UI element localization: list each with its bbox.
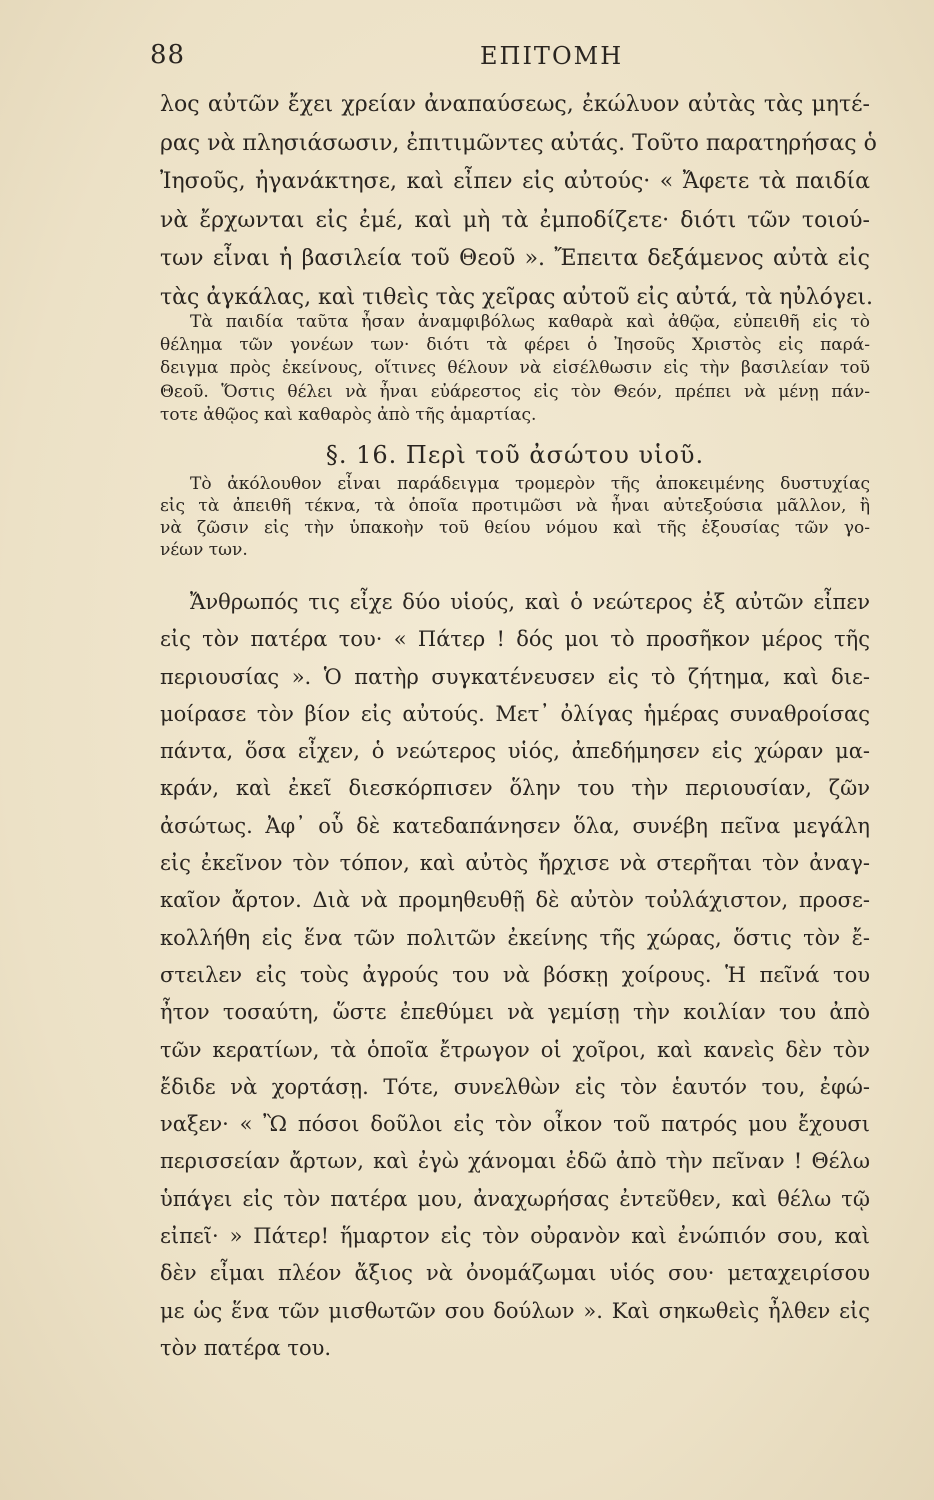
page-header xyxy=(150,40,870,80)
paragraph-1 xyxy=(160,86,877,317)
text-line: Τὰ παιδία ταῦτα ἦσαν ἀναμφιβόλως καθαρὰ καὶ ἀθῷα, εὐπειθῆ εἰς τὸ xyxy=(190,312,870,332)
text-line: ναξεν· « Ὢ πόσοι δοῦλοι εἰς τὸν οἶκον τοῦ πατρός μου ἔχουσι xyxy=(160,1112,870,1137)
paragraph-2-commentary xyxy=(160,311,870,427)
text-line: νὰ ἔρχωνται εἰς ἐμέ, καὶ μὴ τὰ ἐμποδίζετε· διότι τῶν τοιού- xyxy=(160,207,870,233)
text-line: Ἰησοῦς, ἠγανάκτησε, καὶ εἶπεν εἰς αὐτούς· « Ἄφετε τὰ παιδία xyxy=(160,169,870,194)
text-line: Ἄνθρωπός τις εἶχε δύο υἱούς, καὶ ὁ νεώτερος ἐξ αὐτῶν εἶπεν xyxy=(190,590,870,614)
text-line: τὰς ἀγκάλας, καὶ τιθεὶς τὰς χεῖρας αὐτοῦ εἰς αὐτά, τὰ ηὐλόγει. xyxy=(160,284,873,310)
page-number: 88 xyxy=(150,40,186,70)
text-line: εἰς τὰ ἀπειθῆ τέκνα, τὰ ὁποῖα προτιμῶσι νὰ ἦναι αὐτεξούσια μᾶλλον, ἢ xyxy=(160,496,870,516)
text-line: δὲν εἶμαι πλέον ἄξιος νὰ ὀνομάζωμαι υἱός σου· μεταχειρίσου xyxy=(160,1261,870,1286)
text-line: εἰς τὸν πατέρα του· « Πάτερ ! δός μοι τὸ προσῆκον μέρος τῆς xyxy=(160,627,870,652)
text-line: ὑπάγει εἰς τὸν πατέρα μου, ἀναχωρήσας ἐντεῦθεν, καὶ θέλω τῷ xyxy=(160,1186,870,1211)
paragraph-3-intro xyxy=(160,473,870,561)
text-line: νέων των. xyxy=(160,540,248,560)
text-line: των εἶναι ἡ βασιλεία τοῦ Θεοῦ ». Ἔπειτα δεξάμενος αὐτὰ εἰς xyxy=(160,246,870,271)
text-line: θέλημα τῶν γονέων των· διότι τὰ φέρει ὁ Ἰησοῦς Χριστὸς εἰς παρά- xyxy=(160,335,870,356)
text-line: δειγμα πρὸς ἐκείνους, οἵτινες θέλουν νὰ εἰσέλθωσιν εἰς τὴν βασιλείαν τοῦ xyxy=(160,358,870,379)
text-line: μοίρασε τὸν βίον εἰς αὐτούς. Μετ᾿ ὀλίγας ἡμέρας συναθροίσας xyxy=(160,701,870,726)
text-line: τὸν πατέρα του. xyxy=(160,1335,332,1360)
text-line: κράν, καὶ ἐκεῖ διεσκόρπισεν ὅλην του τὴν περιουσίαν, ζῶν xyxy=(160,776,870,801)
text-line: νὰ ζῶσιν εἰς τὴν ὑπακοὴν τοῦ θείου νόμου καὶ τῆς ἐξουσίας τῶν γο- xyxy=(160,518,870,538)
text-line: ἔδιδε νὰ χορτάσῃ. Τότε, συνελθὼν εἰς τὸν ἑαυτόν του, ἐφώ- xyxy=(160,1074,870,1099)
text-line: τῶν κερατίων, τὰ ὁποῖα ἔτρωγον οἱ χοῖροι, καὶ κανεὶς δὲν τὸν xyxy=(160,1037,870,1062)
section-heading: §. 16. Περὶ τοῦ ἀσώτου υἱοῦ. xyxy=(325,441,705,469)
text-line: Τὸ ἀκόλουθον εἶναι παράδειγμα τρομερὸν τῆς ἀποκειμένης δυστυχίας xyxy=(190,474,870,494)
text-line: Θεοῦ. Ὅστις θέλει νὰ ἦναι εὐάρεστος εἰς τὸν Θεόν, πρέπει νὰ μένῃ πάν- xyxy=(160,381,870,402)
text-line: ρας νὰ πλησιάσωσιν, ἐπιτιμῶντες αὐτάς. Τοῦτο παρατηρήσας ὁ xyxy=(160,130,877,156)
text-line: στειλεν εἰς τοὺς ἀγρούς του νὰ βόσκῃ χοίρους. Ἡ πεῖνά του xyxy=(160,962,870,987)
text-line: περισσείαν ἄρτων, καὶ ἐγὼ χάνομαι ἐδῶ ἀπὸ τὴν πεῖναν ! Θέλω xyxy=(160,1149,870,1174)
text-line: ἦτον τοσαύτη, ὥστε ἐπεθύμει νὰ γεμίσῃ τὴν κοιλίαν του ἀπὸ xyxy=(160,1000,870,1025)
text-line: καῖον ἄρτον. Διὰ νὰ προμηθευθῇ δὲ αὐτὸν τοὐλάχιστον, προσε- xyxy=(160,888,870,913)
text-line: περιουσίας ». Ὁ πατὴρ συγκατένευσεν εἰς τὸ ζήτημα, καὶ διε- xyxy=(160,664,870,689)
running-title: ΕΠΙΤΟΜΗ xyxy=(480,42,624,70)
text-line: τοτε ἀθῷος καὶ καθαρὸς ἀπὸ τῆς ἁμαρτίας. xyxy=(160,404,537,425)
text-line: λος αὐτῶν ἔχει χρείαν ἀναπαύσεως, ἐκώλυον αὐτὰς τὰς μητέ- xyxy=(160,92,870,117)
text-line: πάντα, ὅσα εἶχεν, ὁ νεώτερος υἱός, ἀπεδήμησεν εἰς χώραν μα- xyxy=(160,739,870,764)
text-line: ἀσώτως. Ἀφ᾿ οὗ δὲ κατεδαπάνησεν ὅλα, συνέβη πεῖνα μεγάλη xyxy=(160,813,870,838)
text-line: με ὡς ἕνα τῶν μισθωτῶν σου δούλων ». Καὶ σηκωθεὶς ἦλθεν εἰς xyxy=(160,1298,870,1323)
paragraph-4-parable xyxy=(160,584,870,1367)
text-line: εἰς ἐκεῖνον τὸν τόπον, καὶ αὐτὸς ἤρχισε νὰ στερῆται τὸν ἀναγ- xyxy=(160,851,870,876)
text-line: εἰπεῖ· » Πάτερ! ἥμαρτον εἰς τὸν οὐρανὸν καὶ ἐνώπιόν σου, καὶ xyxy=(160,1224,870,1249)
text-line: κολλήθη εἰς ἕνα τῶν πολιτῶν ἐκείνης τῆς χώρας, ὅστις τὸν ἔ- xyxy=(160,925,870,950)
